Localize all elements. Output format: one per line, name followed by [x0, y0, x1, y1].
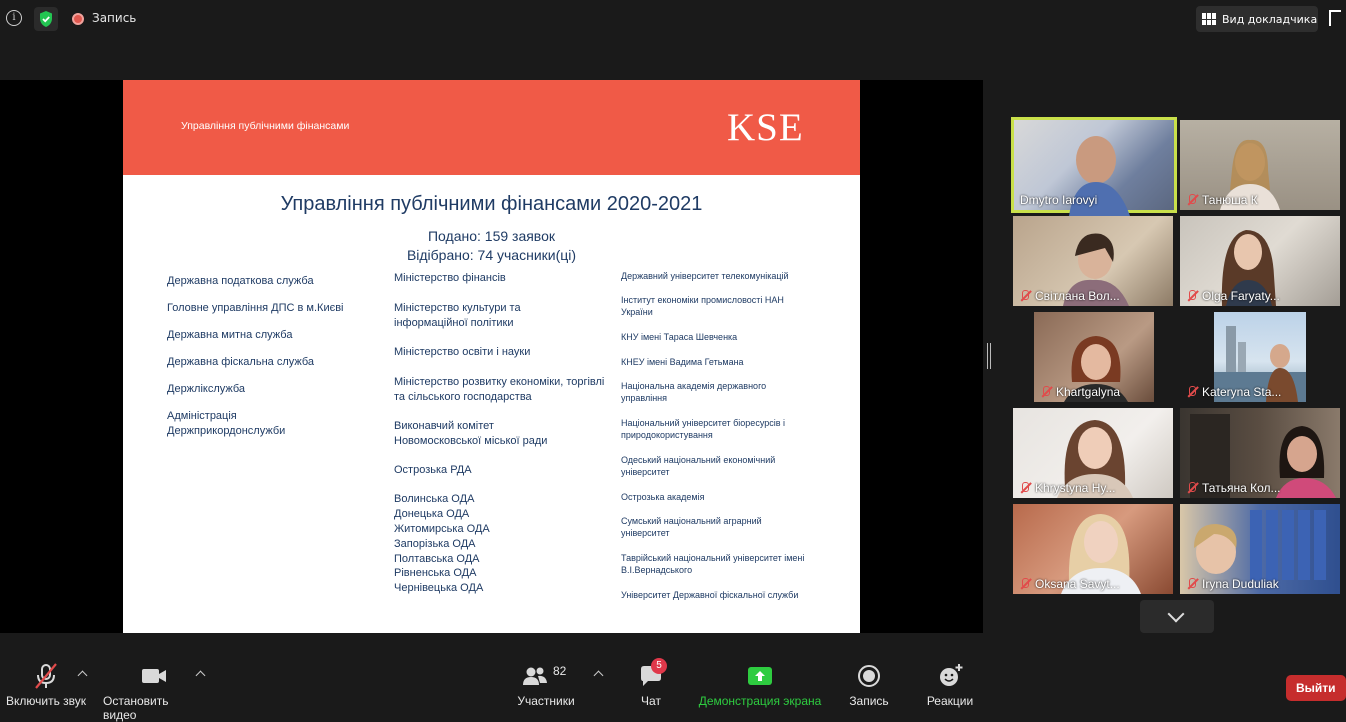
participant-name: Світлана Вол...	[1019, 289, 1120, 303]
column3-item: Таврійський національний університет імені В.І.Вернадського	[621, 553, 805, 576]
column1-item: Державна податкова служба	[167, 275, 314, 287]
column2-item: Полтавська ОДА	[394, 553, 480, 565]
column3-item: Національний університет біоресурсів і природокористування	[621, 418, 785, 441]
info-icon[interactable]: i	[6, 10, 22, 26]
participant-tile[interactable]	[1013, 216, 1173, 306]
participant-name: Oksana Savyt...	[1019, 577, 1120, 591]
participant-tile[interactable]	[1180, 504, 1340, 594]
participant-name: Татьяна Кол...	[1186, 481, 1281, 495]
meeting-toolbar	[0, 652, 1341, 722]
column3-item: Університет Державної фіскальної служби	[621, 590, 799, 600]
column3-item: КНЕУ імені Вадима Гетьмана	[621, 357, 744, 367]
column2-item: Житомирська ОДА	[394, 523, 490, 535]
chevron-down-icon	[1168, 606, 1185, 623]
column2-item: Донецька ОДА	[394, 508, 470, 520]
unmute-button[interactable]	[4, 662, 88, 708]
muted-mic-icon	[1186, 578, 1198, 590]
column2-item: Міністерство культури та інформаційної політики	[394, 302, 521, 329]
column2-item: Рівненська ОДА	[394, 567, 477, 579]
column3-item: Інститут економіки промисловості НАН України	[621, 295, 784, 318]
stop-video-button[interactable]	[103, 662, 205, 722]
muted-mic-icon	[1040, 386, 1052, 398]
column2-item: Чернівецька ОДА	[394, 582, 484, 594]
reactions-button[interactable]	[926, 662, 974, 708]
participant-tile[interactable]	[1180, 408, 1340, 498]
chat-button[interactable]	[636, 662, 666, 708]
chat-label: Чат	[641, 694, 661, 708]
slide-header-title: Управління публічними фінансами	[181, 120, 350, 132]
muted-mic-icon	[1186, 290, 1198, 302]
muted-mic-icon	[1186, 482, 1198, 494]
stop-video-label: Остановить видео	[103, 694, 169, 722]
participant-tile[interactable]	[1011, 117, 1177, 213]
fullscreen-icon[interactable]	[1329, 10, 1341, 26]
shared-screen	[0, 80, 983, 633]
kse-logo: KSE	[727, 106, 804, 149]
share-screen-label: Демонстрация экрана	[698, 694, 822, 708]
slide-selected: Відібрано: 74 учасники(ці)	[406, 247, 577, 263]
record-button[interactable]	[848, 662, 890, 708]
reactions-label: Реакции	[926, 694, 974, 708]
unmute-label: Включить звук	[5, 694, 87, 708]
column1-item: Державна фіскальна служба	[167, 356, 315, 368]
column2-item: Міністерство розвитку економіки, торгівлі та сільського господарства	[394, 376, 605, 403]
participant-name: Khartgalyna	[1040, 385, 1120, 399]
participant-tile[interactable]	[1180, 120, 1340, 210]
column3-item: Національна академія державного управління	[621, 381, 767, 404]
slide-submitted: Подано: 159 заявок	[427, 228, 556, 244]
presentation-slide	[123, 80, 860, 633]
column1-item: Держлікслужба	[167, 383, 246, 395]
participant-tile[interactable]	[1013, 408, 1173, 498]
participants-count: 82	[553, 664, 567, 678]
participants-label: Участники	[517, 694, 575, 708]
view-button-label: Вид докладчика	[1222, 12, 1318, 26]
column1-item: Головне управління ДПС в м.Києві	[167, 302, 344, 314]
record-label: Запись	[849, 694, 889, 708]
column2-item: Міністерство освіти і науки	[394, 346, 531, 358]
muted-mic-icon	[1186, 194, 1198, 206]
recording-label[interactable]: Запись	[92, 11, 137, 25]
column2-item: Міністерство фінансів	[394, 272, 506, 284]
shield-check-icon[interactable]	[34, 7, 58, 31]
participants-icon	[521, 662, 571, 690]
panel-splitter-handle[interactable]	[987, 343, 991, 369]
leave-meeting-button[interactable]: Выйти	[1286, 675, 1346, 701]
participant-tile[interactable]	[1202, 312, 1306, 402]
column3-item: Острозька академія	[621, 492, 705, 502]
top-bar	[0, 0, 1341, 38]
participant-name: Kateryna Sta...	[1186, 385, 1281, 399]
column3-item: КНУ імені Тараса Шевченка	[621, 332, 738, 342]
column2-item: Запорізька ОДА	[394, 538, 476, 550]
column1-item: Державна митна служба	[167, 329, 293, 341]
muted-mic-icon	[1019, 290, 1031, 302]
participant-tile[interactable]	[1180, 216, 1340, 306]
column3-item: Одеський національний економічний університет	[621, 455, 776, 478]
muted-mic-icon	[32, 662, 60, 690]
participant-name: Iryna Duduliak	[1186, 577, 1279, 591]
muted-mic-icon	[1019, 578, 1031, 590]
column2-item: Виконавчий комітет Новомосковської міської ради	[394, 420, 548, 447]
column3-item: Державний університет телекомунікацій	[621, 271, 789, 281]
view-button[interactable]	[1196, 6, 1318, 32]
participant-tile[interactable]	[1013, 504, 1173, 594]
participant-name: Dmytro Iarovyi	[1020, 193, 1098, 207]
record-icon	[855, 662, 883, 690]
column1-item: Адміністрація Держприкордонслужби	[167, 410, 286, 437]
participant-tile[interactable]	[1034, 312, 1154, 402]
slide-header	[123, 80, 860, 175]
grid-icon	[1202, 13, 1216, 25]
participant-name: Танюша К	[1186, 193, 1258, 207]
participants-options-caret-icon[interactable]	[594, 671, 604, 681]
chat-unread-badge: 5	[651, 658, 667, 674]
column3-item: Сумський національний аграрний університет	[621, 516, 762, 539]
smiley-plus-icon	[936, 662, 964, 690]
chat-icon	[637, 662, 665, 690]
participant-name: Khrystyna Hy...	[1019, 481, 1115, 495]
record-icon[interactable]	[72, 13, 84, 25]
gallery-scroll-down-button[interactable]	[1140, 600, 1214, 633]
share-screen-button[interactable]	[698, 662, 822, 708]
column2-item: Острозька РДА	[394, 464, 472, 476]
muted-mic-icon	[1186, 386, 1198, 398]
video-camera-icon	[140, 662, 168, 690]
column2-item: Волинська ОДА	[394, 493, 475, 505]
participant-name: Olga Faryaty...	[1186, 289, 1280, 303]
participants-button[interactable]	[515, 662, 577, 708]
muted-mic-icon	[1019, 482, 1031, 494]
share-screen-icon	[746, 662, 774, 690]
slide-title: Управління публічними фінансами 2020-2021	[280, 193, 703, 215]
